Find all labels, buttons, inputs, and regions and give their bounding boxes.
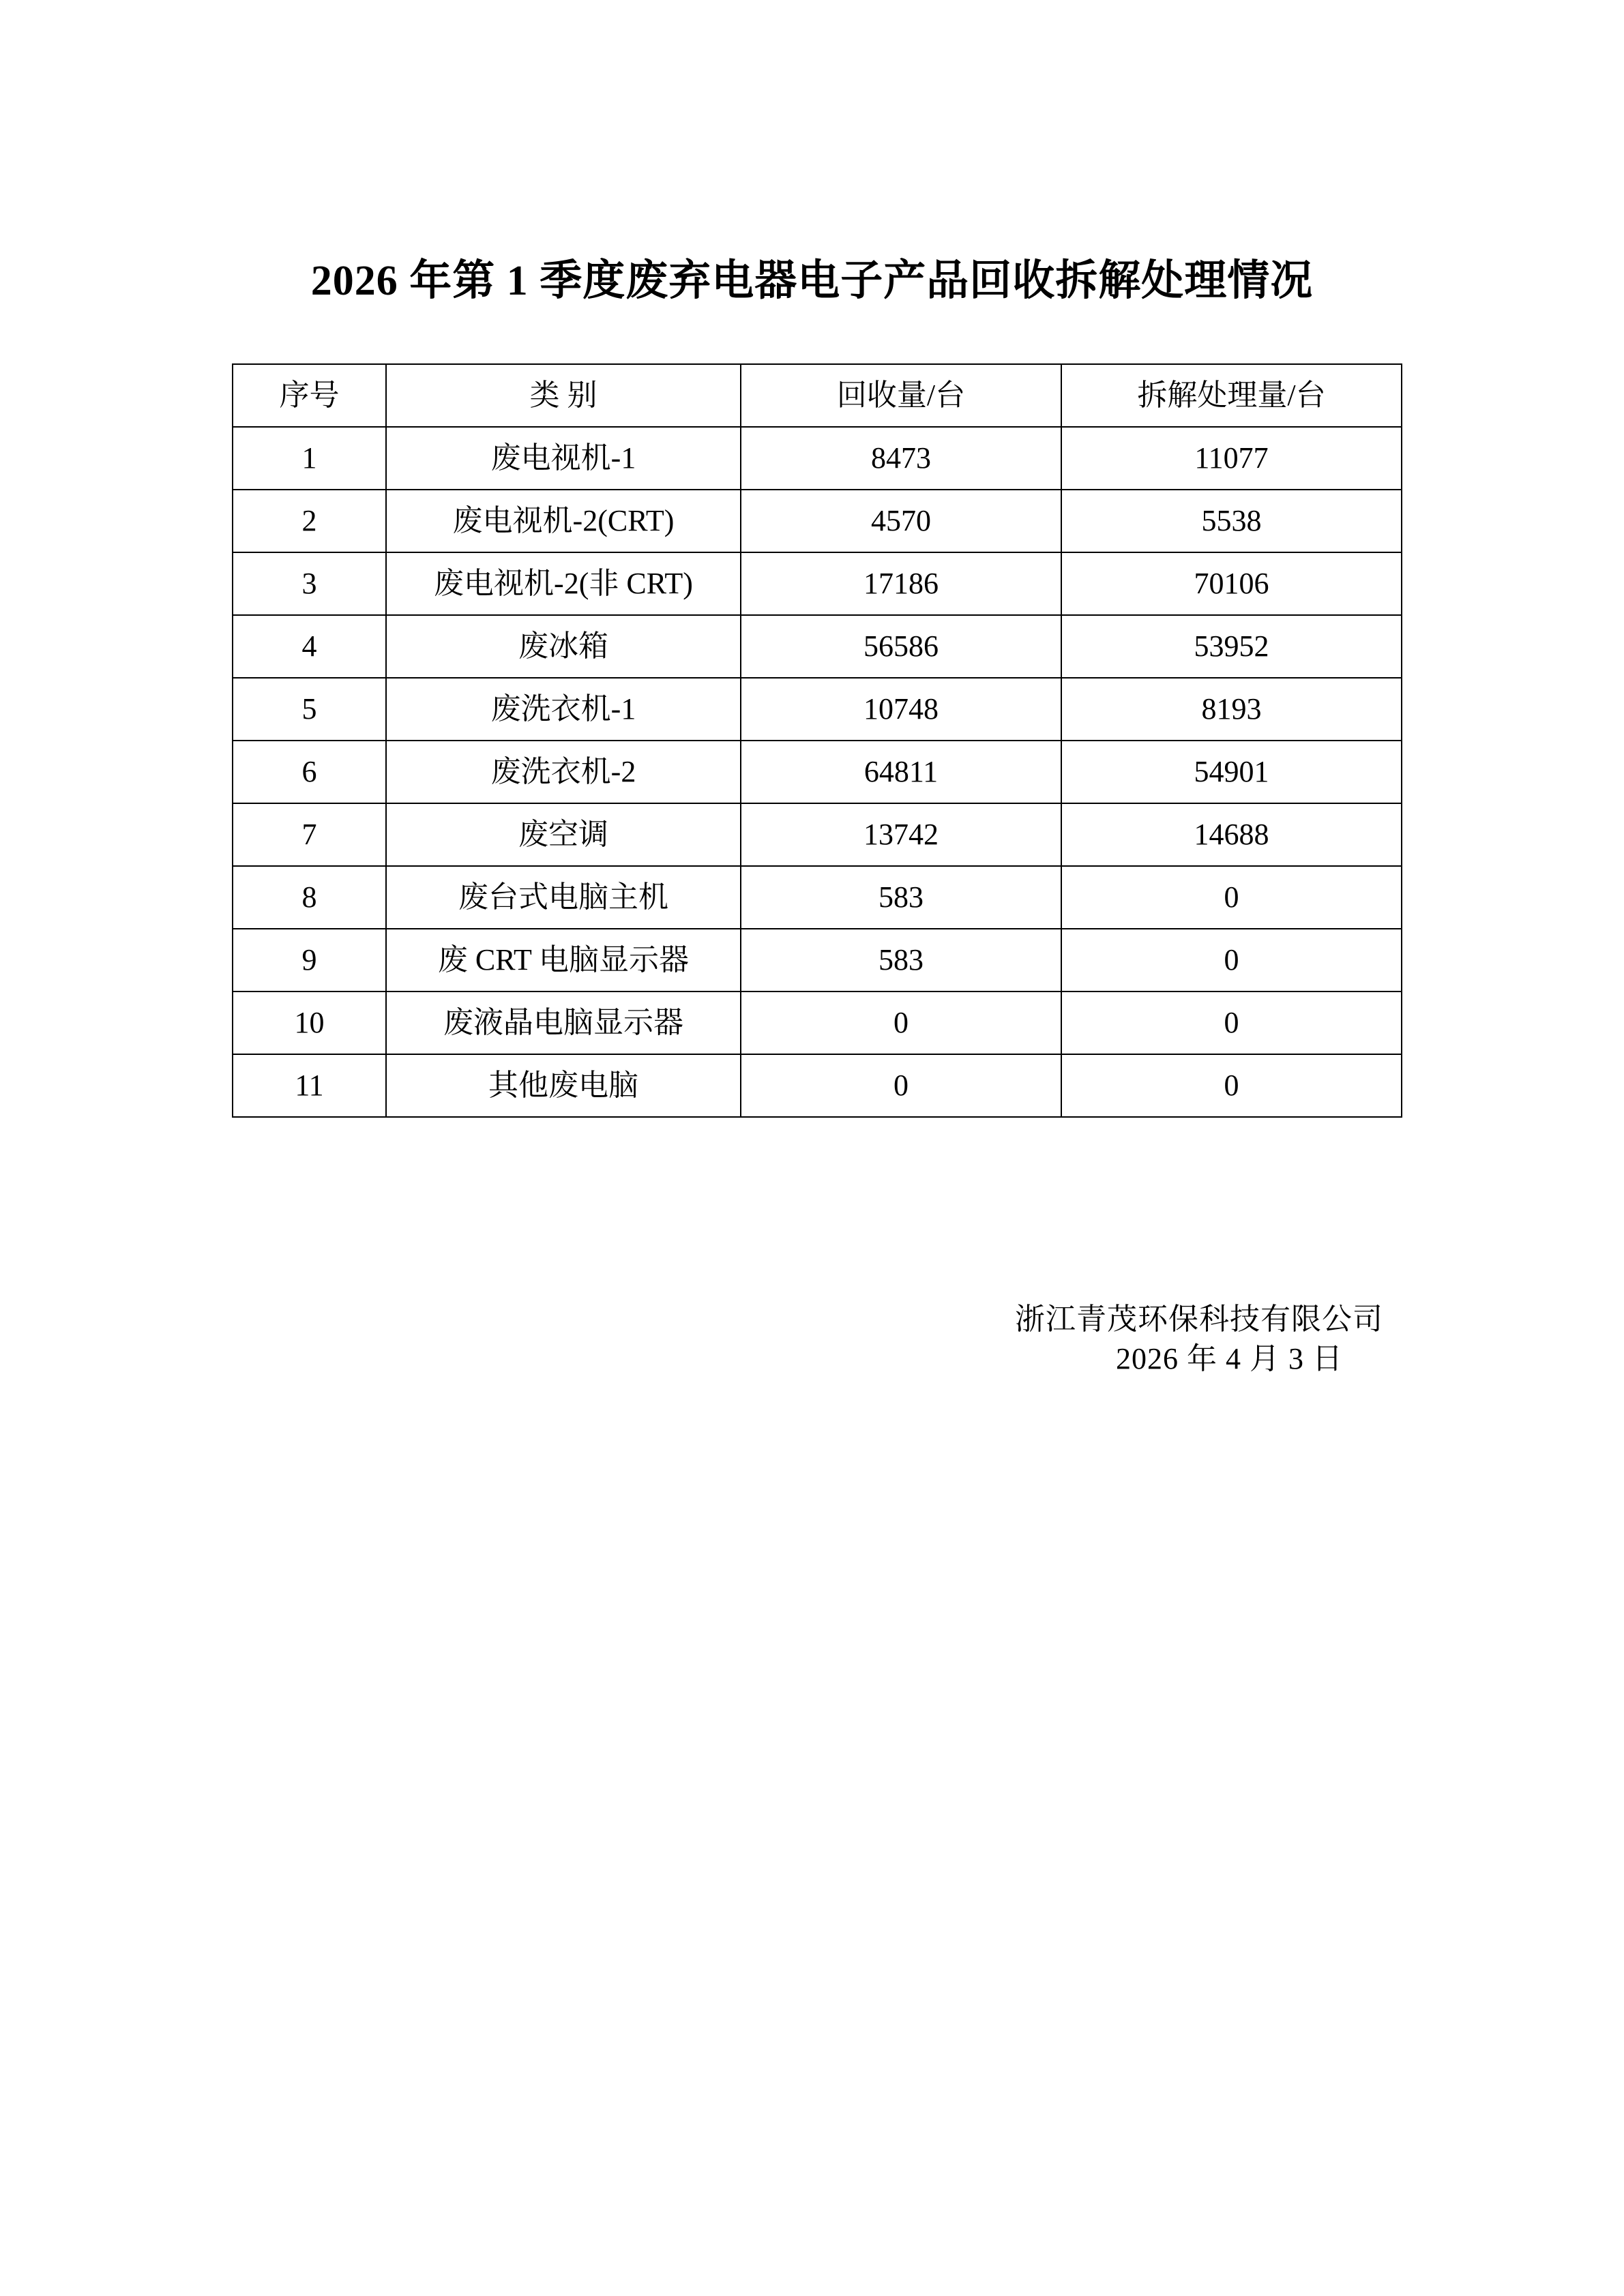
- cell-seq: 11: [233, 1054, 386, 1117]
- cell-recovered: 583: [741, 866, 1061, 929]
- cell-seq: 8: [233, 866, 386, 929]
- cell-dismantled: 0: [1061, 929, 1402, 992]
- cell-category: 废洗衣机-2: [386, 741, 741, 803]
- header-dismantled: 拆解处理量/台: [1061, 364, 1402, 427]
- cell-dismantled: 0: [1061, 992, 1402, 1054]
- cell-seq: 10: [233, 992, 386, 1054]
- cell-dismantled: 11077: [1061, 427, 1402, 490]
- cell-dismantled: 54901: [1061, 741, 1402, 803]
- table-row: [233, 992, 1402, 1054]
- recycling-table: [232, 363, 1402, 1118]
- cell-seq: 3: [233, 552, 386, 615]
- cell-recovered: 583: [741, 929, 1061, 992]
- cell-category: 废空调: [386, 803, 741, 866]
- cell-seq: 1: [233, 427, 386, 490]
- table-header-row: [233, 364, 1402, 427]
- table-header: [233, 364, 1402, 427]
- company-name: 浙江青茂环保科技有限公司: [1015, 1302, 1383, 1336]
- document-date: 2026 年 4 月 3 日: [1116, 1342, 1343, 1375]
- table-row: [233, 552, 1402, 615]
- cell-category: 废台式电脑主机: [386, 866, 741, 929]
- cell-recovered: 0: [741, 1054, 1061, 1117]
- table-row: [233, 427, 1402, 490]
- table-row: [233, 866, 1402, 929]
- cell-recovered: 13742: [741, 803, 1061, 866]
- cell-category: 废液晶电脑显示器: [386, 992, 741, 1054]
- cell-seq: 6: [233, 741, 386, 803]
- header-category: 类 别: [386, 364, 741, 427]
- table-row: [233, 678, 1402, 741]
- cell-category: 废冰箱: [386, 615, 741, 678]
- cell-category: 其他废电脑: [386, 1054, 741, 1117]
- table-row: [233, 741, 1402, 803]
- cell-recovered: 56586: [741, 615, 1061, 678]
- cell-dismantled: 0: [1061, 866, 1402, 929]
- table-row: [233, 1054, 1402, 1117]
- cell-recovered: 17186: [741, 552, 1061, 615]
- cell-dismantled: 8193: [1061, 678, 1402, 741]
- table-body: [233, 427, 1402, 1117]
- cell-category: 废电视机-1: [386, 427, 741, 490]
- cell-category: 废电视机-2(非 CRT): [386, 552, 741, 615]
- cell-seq: 7: [233, 803, 386, 866]
- cell-category: 废洗衣机-1: [386, 678, 741, 741]
- document-title: 2026 年第 1 季度废弃电器电子产品回收拆解处理情况: [310, 257, 1314, 304]
- header-recovered: 回收量/台: [741, 364, 1061, 427]
- cell-recovered: 64811: [741, 741, 1061, 803]
- cell-dismantled: 5538: [1061, 490, 1402, 552]
- cell-dismantled: 53952: [1061, 615, 1402, 678]
- cell-category: 废 CRT 电脑显示器: [386, 929, 741, 992]
- cell-seq: 4: [233, 615, 386, 678]
- cell-category: 废电视机-2(CRT): [386, 490, 741, 552]
- cell-dismantled: 0: [1061, 1054, 1402, 1117]
- cell-seq: 5: [233, 678, 386, 741]
- cell-dismantled: 70106: [1061, 552, 1402, 615]
- table-row: [233, 615, 1402, 678]
- table-row: [233, 803, 1402, 866]
- cell-seq: 9: [233, 929, 386, 992]
- table-row: [233, 490, 1402, 552]
- cell-seq: 2: [233, 490, 386, 552]
- header-seq: 序号: [233, 364, 386, 427]
- cell-recovered: 0: [741, 992, 1061, 1054]
- cell-dismantled: 14688: [1061, 803, 1402, 866]
- cell-recovered: 8473: [741, 427, 1061, 490]
- cell-recovered: 10748: [741, 678, 1061, 741]
- cell-recovered: 4570: [741, 490, 1061, 552]
- table-row: [233, 929, 1402, 992]
